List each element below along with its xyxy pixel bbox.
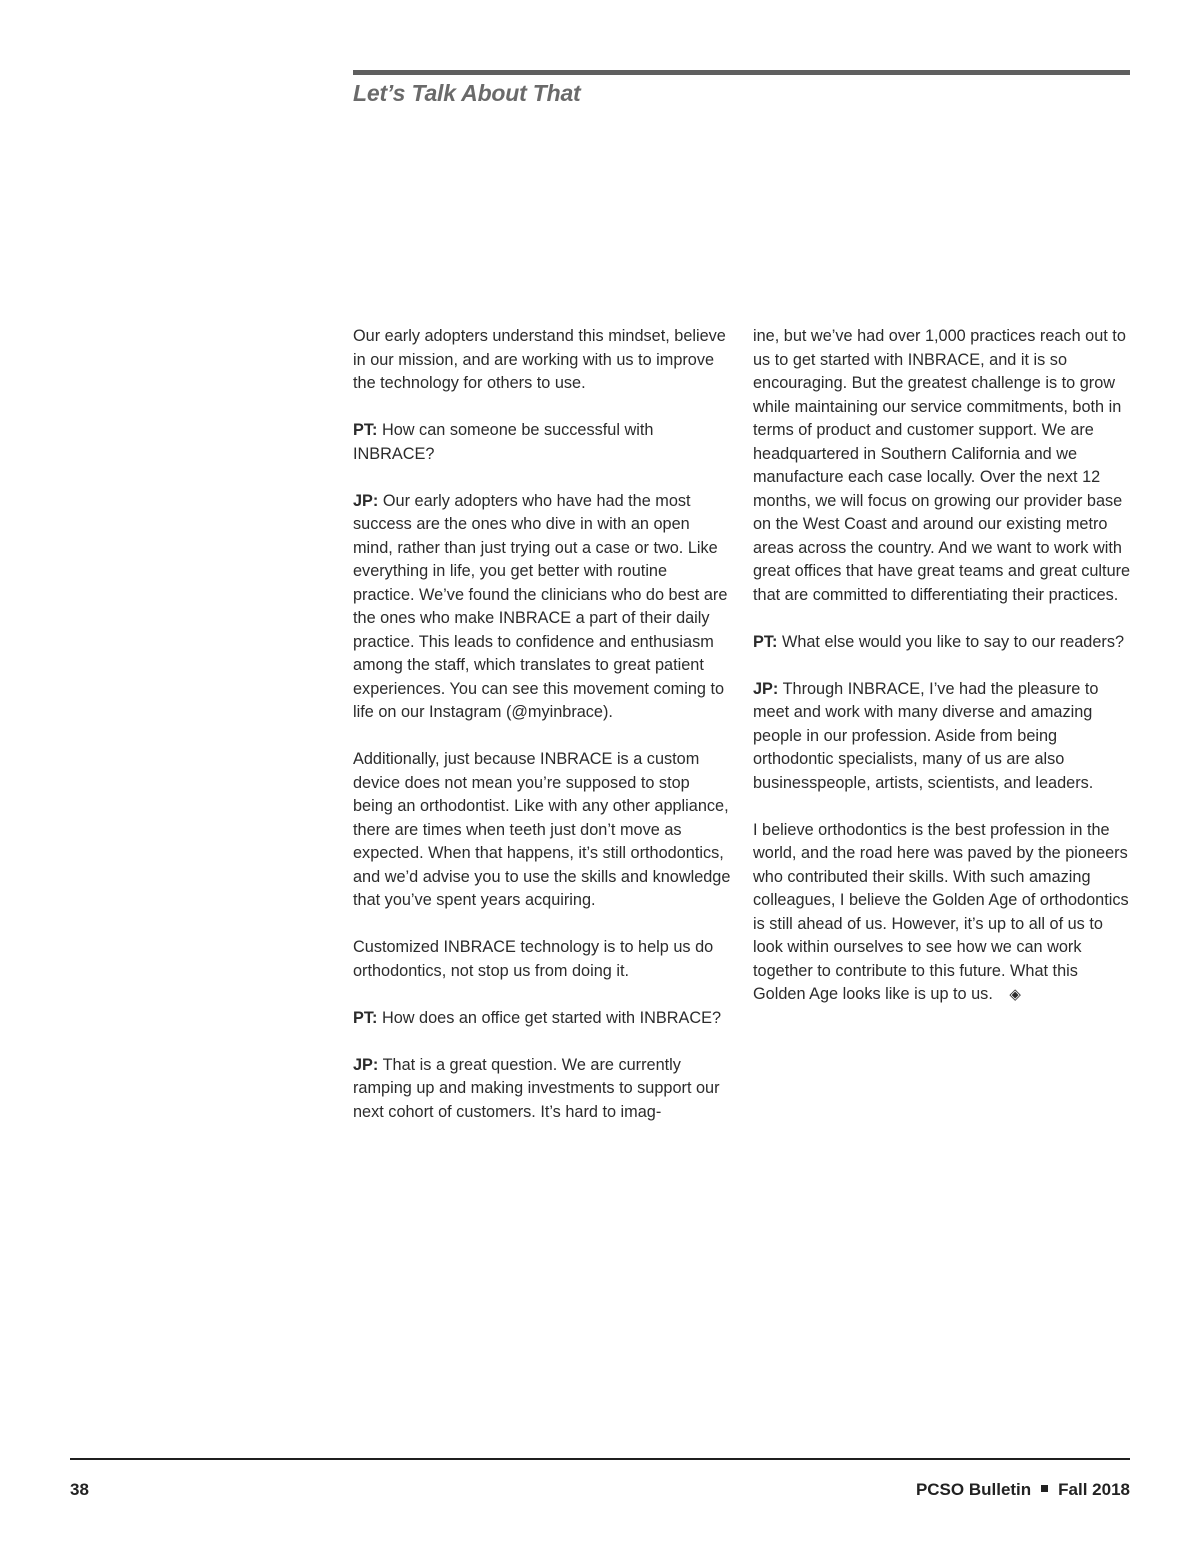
section-title: Let’s Talk About That bbox=[353, 80, 581, 106]
paragraph bbox=[753, 678, 1131, 796]
paragraph bbox=[353, 936, 731, 983]
paragraph-text: Our early adopters who have had the most success are the ones who dive in with an open mind, rather than just trying out a case or two. Like everything in life, you get better with routine practice. We’ve found the clinicians who do best are the ones who make INBRACE a part of their daily practice. This leads to confidence and enthusiasm among the staff, which translates to great patient experiences. You can see this movement coming to life on our Instagram (@myinbrace). bbox=[353, 491, 728, 721]
paragraph-text: That is a great question. We are currently ramping up and making investments to support our next cohort of customers. It’s hard to imag- bbox=[353, 1055, 720, 1121]
speaker-label: JP: bbox=[353, 491, 379, 510]
square-bullet-icon bbox=[1041, 1485, 1048, 1492]
paragraph-text: ine, but we’ve had over 1,000 practices reach out to us to get started with INBRACE, and it is so encouraging. But the greatest challenge is to grow while maintaining our service commitments, both in terms of product and customer support. We are headquartered in Southern California and we manufacture each case locally. Over the next 12 months, we will focus on growing our provider base on the West Coast and around our existing metro areas across the country. And we want to work with great offices that have great teams and great culture that are committed to differentiating their practices. bbox=[753, 327, 1131, 604]
end-of-article-icon: ◈ bbox=[1009, 986, 1021, 1003]
speaker-label: PT: bbox=[353, 421, 378, 439]
footer-rule bbox=[70, 1458, 1130, 1460]
paragraph-text: How does an office get started with INBRACE? bbox=[381, 1008, 722, 1027]
paragraph-text: Additionally, just because INBRACE is a custom device does not mean you’re supposed to stop being an orthodontist. Like with any other appliance, there are times when teeth just don’t move as expected. When that happens, it’s still orthodontics, and we’d advise you to use the skills and knowledge that you’ve spent years acquiring. bbox=[353, 750, 731, 909]
paragraph bbox=[353, 1007, 731, 1031]
paragraph-text: Through INBRACE, I’ve had the pleasure to meet and work with many diverse and amazing people in our profession. Aside from being orthodontic specialists, many of us are also businesspeople, artists, scientists, and leaders. bbox=[753, 679, 1099, 792]
footer-publication bbox=[916, 1480, 1130, 1500]
header-rule bbox=[353, 70, 1130, 75]
article-column-right bbox=[753, 325, 1131, 1007]
speaker-label: JP: bbox=[353, 1055, 379, 1074]
page-number: 38 bbox=[70, 1480, 89, 1499]
paragraph bbox=[353, 490, 731, 725]
paragraph-text: I believe orthodontics is the best profession in the world, and the road here was paved by the pioneers who contributed their skills. With such amazing colleagues, I believe the Golden Age of orthodontics is still ahead of us. However, it’s up to all of us to look within ourselves to see how we can work together to contribute to this future. What this Golden Age looks like is up to us. bbox=[753, 820, 1129, 1003]
paragraph bbox=[753, 325, 1131, 607]
paragraph bbox=[353, 748, 731, 913]
paragraph bbox=[753, 631, 1131, 655]
speaker-label: PT: bbox=[753, 632, 778, 651]
paragraph bbox=[353, 1054, 731, 1125]
speaker-label: PT: bbox=[353, 1008, 378, 1027]
paragraph bbox=[353, 325, 731, 396]
paragraph-text: What else would you like to say to our readers? bbox=[781, 632, 1125, 651]
paragraph-text: How can someone be successful with INBRACE? bbox=[353, 421, 654, 463]
speaker-label: JP: bbox=[753, 679, 779, 698]
paragraph bbox=[353, 419, 731, 466]
paragraph-text: Customized INBRACE technology is to help us do orthodontics, not stop us from doing it. bbox=[353, 938, 714, 980]
issue-label: Fall 2018 bbox=[1058, 1480, 1130, 1499]
publication-name: PCSO Bulletin bbox=[915, 1480, 1032, 1499]
article-column-left bbox=[353, 325, 731, 1124]
paragraph bbox=[753, 819, 1131, 1007]
paragraph-text: Our early adopters understand this mindset, believe in our mission, and are working with us to improve the technology for others to use. bbox=[353, 327, 726, 392]
